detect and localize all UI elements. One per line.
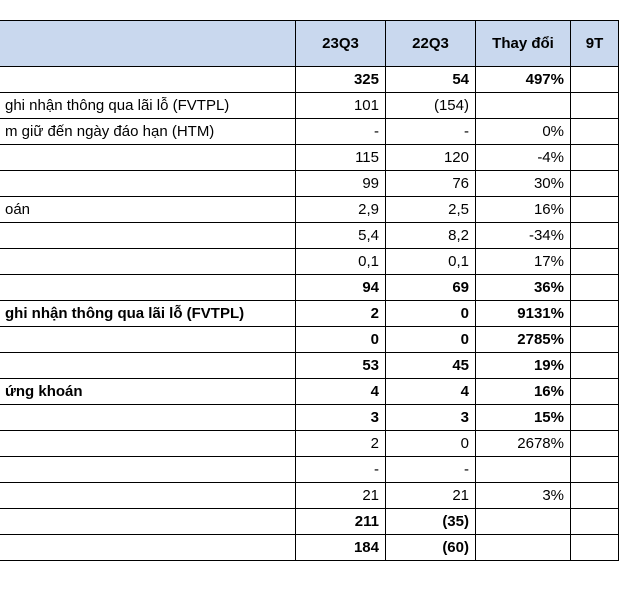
- cell-22q3: 0: [386, 431, 476, 457]
- row-label: [0, 431, 296, 457]
- table-row: [0, 93, 619, 119]
- cell-9t: [571, 535, 619, 561]
- table-row: [0, 457, 619, 483]
- table-row: [0, 145, 619, 171]
- row-label: [0, 67, 296, 93]
- cell-23q3: 2: [296, 431, 386, 457]
- cell-change: 2678%: [476, 431, 571, 457]
- cell-9t: [571, 171, 619, 197]
- cell-change: [476, 535, 571, 561]
- table-body: [0, 67, 619, 561]
- cell-23q3: 325: [296, 67, 386, 93]
- row-label: ghi nhận thông qua lãi lỗ (FVTPL): [0, 301, 296, 327]
- table-row: [0, 67, 619, 93]
- cell-22q3: (154): [386, 93, 476, 119]
- cell-9t: [571, 405, 619, 431]
- cell-23q3: 21: [296, 483, 386, 509]
- cell-9t: [571, 327, 619, 353]
- cell-23q3: 211: [296, 509, 386, 535]
- cell-22q3: (60): [386, 535, 476, 561]
- cell-22q3: 2,5: [386, 197, 476, 223]
- row-label: [0, 327, 296, 353]
- cell-change: -4%: [476, 145, 571, 171]
- cell-9t: [571, 93, 619, 119]
- cell-change: 17%: [476, 249, 571, 275]
- cell-9t: [571, 353, 619, 379]
- cell-22q3: 0,1: [386, 249, 476, 275]
- header-change: Thay đổi: [476, 21, 571, 67]
- table-row: [0, 535, 619, 561]
- row-label: [0, 171, 296, 197]
- cell-22q3: 0: [386, 301, 476, 327]
- cell-23q3: 4: [296, 379, 386, 405]
- cell-change: [476, 457, 571, 483]
- cell-23q3: -: [296, 119, 386, 145]
- row-label: ghi nhận thông qua lãi lỗ (FVTPL): [0, 93, 296, 119]
- cell-change: 497%: [476, 67, 571, 93]
- cell-23q3: 184: [296, 535, 386, 561]
- cell-22q3: 3: [386, 405, 476, 431]
- cell-change: 2785%: [476, 327, 571, 353]
- cell-22q3: (35): [386, 509, 476, 535]
- row-label: oán: [0, 197, 296, 223]
- cell-23q3: 115: [296, 145, 386, 171]
- header-9t: 9T: [571, 21, 619, 67]
- cell-22q3: -: [386, 119, 476, 145]
- cell-change: 30%: [476, 171, 571, 197]
- cell-9t: [571, 145, 619, 171]
- header-22q3: 22Q3: [386, 21, 476, 67]
- table-row: [0, 119, 619, 145]
- cell-change: 0%: [476, 119, 571, 145]
- row-label: ứng khoán: [0, 379, 296, 405]
- cell-9t: [571, 119, 619, 145]
- cell-change: 19%: [476, 353, 571, 379]
- cell-23q3: 5,4: [296, 223, 386, 249]
- table-row: [0, 249, 619, 275]
- cell-23q3: -: [296, 457, 386, 483]
- cell-22q3: 8,2: [386, 223, 476, 249]
- cell-9t: [571, 197, 619, 223]
- cell-23q3: 101: [296, 93, 386, 119]
- cell-9t: [571, 509, 619, 535]
- cell-change: 16%: [476, 379, 571, 405]
- table-row: [0, 275, 619, 301]
- row-label: [0, 145, 296, 171]
- table-row: [0, 301, 619, 327]
- table-row: [0, 431, 619, 457]
- row-label: [0, 275, 296, 301]
- table-row: [0, 197, 619, 223]
- cell-9t: [571, 275, 619, 301]
- cell-23q3: 0: [296, 327, 386, 353]
- cell-change: -34%: [476, 223, 571, 249]
- cell-9t: [571, 483, 619, 509]
- cell-9t: [571, 457, 619, 483]
- row-label: [0, 405, 296, 431]
- cell-23q3: 0,1: [296, 249, 386, 275]
- table-row: [0, 405, 619, 431]
- cell-23q3: 3: [296, 405, 386, 431]
- cell-23q3: 99: [296, 171, 386, 197]
- cell-9t: [571, 431, 619, 457]
- row-label: [0, 483, 296, 509]
- cell-change: [476, 93, 571, 119]
- cell-9t: [571, 301, 619, 327]
- row-label: [0, 457, 296, 483]
- cell-change: 15%: [476, 405, 571, 431]
- cell-23q3: 94: [296, 275, 386, 301]
- cell-22q3: 120: [386, 145, 476, 171]
- cell-9t: [571, 67, 619, 93]
- cell-22q3: 21: [386, 483, 476, 509]
- cell-change: [476, 509, 571, 535]
- financial-table: [0, 20, 619, 561]
- table-row: [0, 171, 619, 197]
- row-label: [0, 353, 296, 379]
- header-label: [0, 21, 296, 67]
- row-label: m giữ đến ngày đáo hạn (HTM): [0, 119, 296, 145]
- row-label: [0, 535, 296, 561]
- cell-22q3: 4: [386, 379, 476, 405]
- row-label: [0, 509, 296, 535]
- table-row: [0, 379, 619, 405]
- cell-22q3: 54: [386, 67, 476, 93]
- table-row: [0, 353, 619, 379]
- cell-22q3: -: [386, 457, 476, 483]
- cell-9t: [571, 249, 619, 275]
- cell-23q3: 53: [296, 353, 386, 379]
- header-23q3: 23Q3: [296, 21, 386, 67]
- row-label: [0, 249, 296, 275]
- cell-22q3: 76: [386, 171, 476, 197]
- cell-change: 36%: [476, 275, 571, 301]
- cell-23q3: 2: [296, 301, 386, 327]
- cell-23q3: 2,9: [296, 197, 386, 223]
- cell-change: 9131%: [476, 301, 571, 327]
- cell-22q3: 45: [386, 353, 476, 379]
- cell-9t: [571, 379, 619, 405]
- cell-change: 16%: [476, 197, 571, 223]
- table-row: [0, 223, 619, 249]
- table-header-row: [0, 21, 619, 67]
- cell-change: 3%: [476, 483, 571, 509]
- cell-9t: [571, 223, 619, 249]
- table-row: [0, 483, 619, 509]
- cell-22q3: 69: [386, 275, 476, 301]
- table-row: [0, 327, 619, 353]
- row-label: [0, 223, 296, 249]
- table-row: [0, 509, 619, 535]
- cell-22q3: 0: [386, 327, 476, 353]
